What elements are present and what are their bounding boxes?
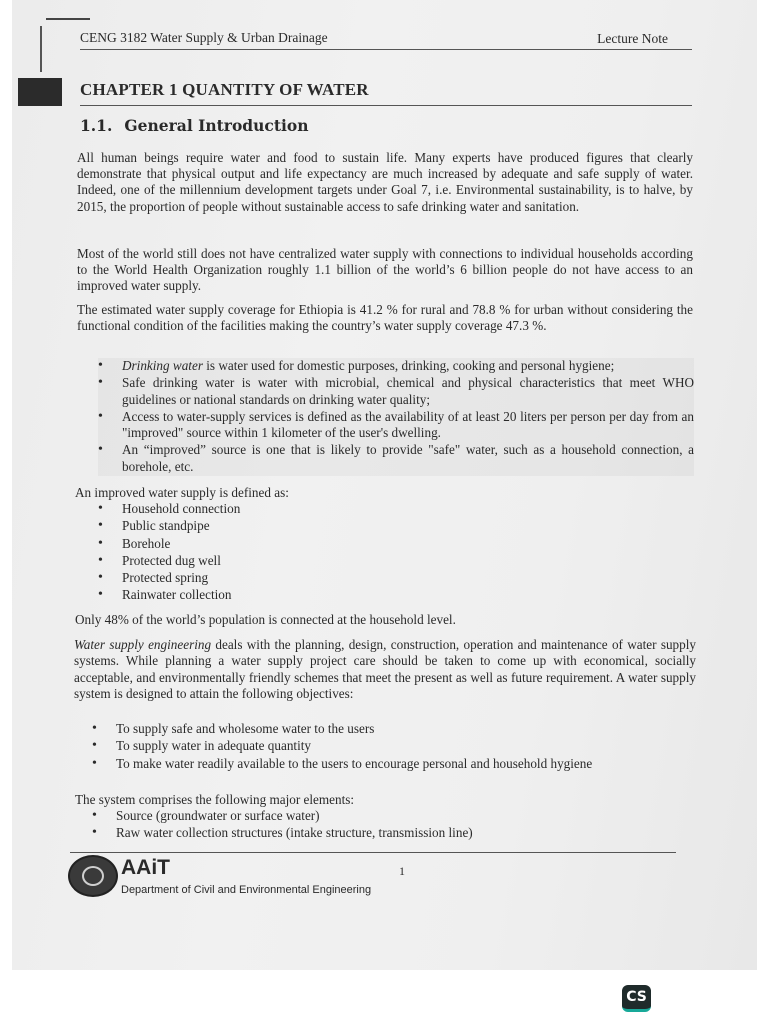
section-number: 1.1.: [80, 116, 113, 135]
list-item: • Safe drinking water is water with microbial, chemical and physical characteristics that meet WHO guidelines or national standards on drinking water quality;: [98, 375, 694, 408]
footer-department: Department of Civil and Environmental Engineering: [121, 884, 372, 896]
improved-supply-list: [98, 501, 398, 605]
paragraph-engineering: [74, 637, 696, 702]
term-drinking-water: Drinking water: [122, 358, 203, 373]
corner-mark: [40, 26, 42, 72]
course-title: CENG 3182 Water Supply & Urban Drainage: [80, 30, 328, 45]
footer-brand: AAiT: [121, 856, 170, 879]
paragraph-introduction: All human beings require water and food to sustain life. Many experts have produced figures that clearly demonstrate that physical output and life expectancy are much increased by adequate and safe supply of water. Indeed, one of the millennium development targets under Goal 7, i.e. Environmental sustainability, is to halve, by 2015, the proportion of people without sustainable access to safe drinking water and sanitation.: [77, 150, 693, 214]
objectives-list: [92, 721, 692, 773]
section-title: General Introduction: [124, 116, 309, 135]
camscanner-logo-icon: CS: [622, 985, 651, 1012]
improved-supply-intro: An improved water supply is defined as:: [75, 485, 289, 500]
document-type: Lecture Note: [597, 31, 668, 46]
corner-mark: [46, 18, 90, 20]
page-header: [80, 30, 692, 50]
list-item: • Source (groundwater or surface water): [92, 808, 692, 824]
list-item: • Rainwater collection: [98, 587, 398, 603]
list-item: • An “improved” source is one that is likely to provide "safe" water, such as a household connection, a borehole, etc.: [98, 442, 694, 475]
list-item: • To supply water in adequate quantity: [92, 738, 692, 754]
chapter-title: CHAPTER 1 QUANTITY OF WATER: [80, 80, 692, 106]
system-elements-list: [92, 808, 692, 843]
section-heading: [80, 116, 308, 135]
page-number: 1: [399, 864, 405, 878]
definition-text: is water used for domestic purposes, drinking, cooking and personal hygiene;: [202, 358, 615, 373]
list-item: • Household connection: [98, 501, 398, 517]
list-item: • Access to water-supply services is defined as the availability of at least 20 liters per person per day from an "improved" source within 1 kilometer of the user's dwelling.: [98, 409, 694, 442]
system-elements-intro: The system comprises the following major elements:: [75, 792, 355, 807]
definitions-list: [98, 358, 694, 476]
seal-emblem: [82, 866, 104, 886]
list-item: • To supply safe and wholesome water to the users: [92, 721, 692, 737]
list-item: • Public standpipe: [98, 518, 398, 534]
paragraph-ethiopia: The estimated water supply coverage for Ethiopia is 41.2 % for rural and 78.8 % for urban without considering the functional condition of the facilities making the country’s water supply coverage 47.3 %.: [77, 302, 693, 334]
list-item: • Raw water collection structures (intake structure, transmission line): [92, 825, 692, 841]
list-item: • Borehole: [98, 536, 398, 552]
list-item: • To make water readily available to the users to encourage personal and household hygiene: [92, 756, 692, 772]
chapter-marker: [18, 78, 62, 106]
paragraph-who: Most of the world still does not have centralized water supply with connections to individual households according to the World Health Organization roughly 1.1 billion of the world’s 6 billion people do not have access to an improved water supply.: [77, 246, 693, 294]
household-connection-stat: Only 48% of the world’s population is connected at the household level.: [75, 612, 456, 627]
footer-divider: [70, 852, 676, 853]
list-item: • Protected spring: [98, 570, 398, 586]
university-seal-icon: [68, 855, 118, 897]
list-item: • Protected dug well: [98, 553, 398, 569]
list-item: [98, 358, 694, 374]
term-water-supply-engineering: Water supply engineering: [74, 637, 212, 652]
engineering-text: deals with the planning, design, construction, operation and maintenance of water supply systems. While planning a water supply project care should be taken to come up with economical, socially acceptable, and environmentally friendly schemes that meet the present as well as future requirement. A water supply system is designed to attain the following objectives:: [74, 637, 697, 701]
